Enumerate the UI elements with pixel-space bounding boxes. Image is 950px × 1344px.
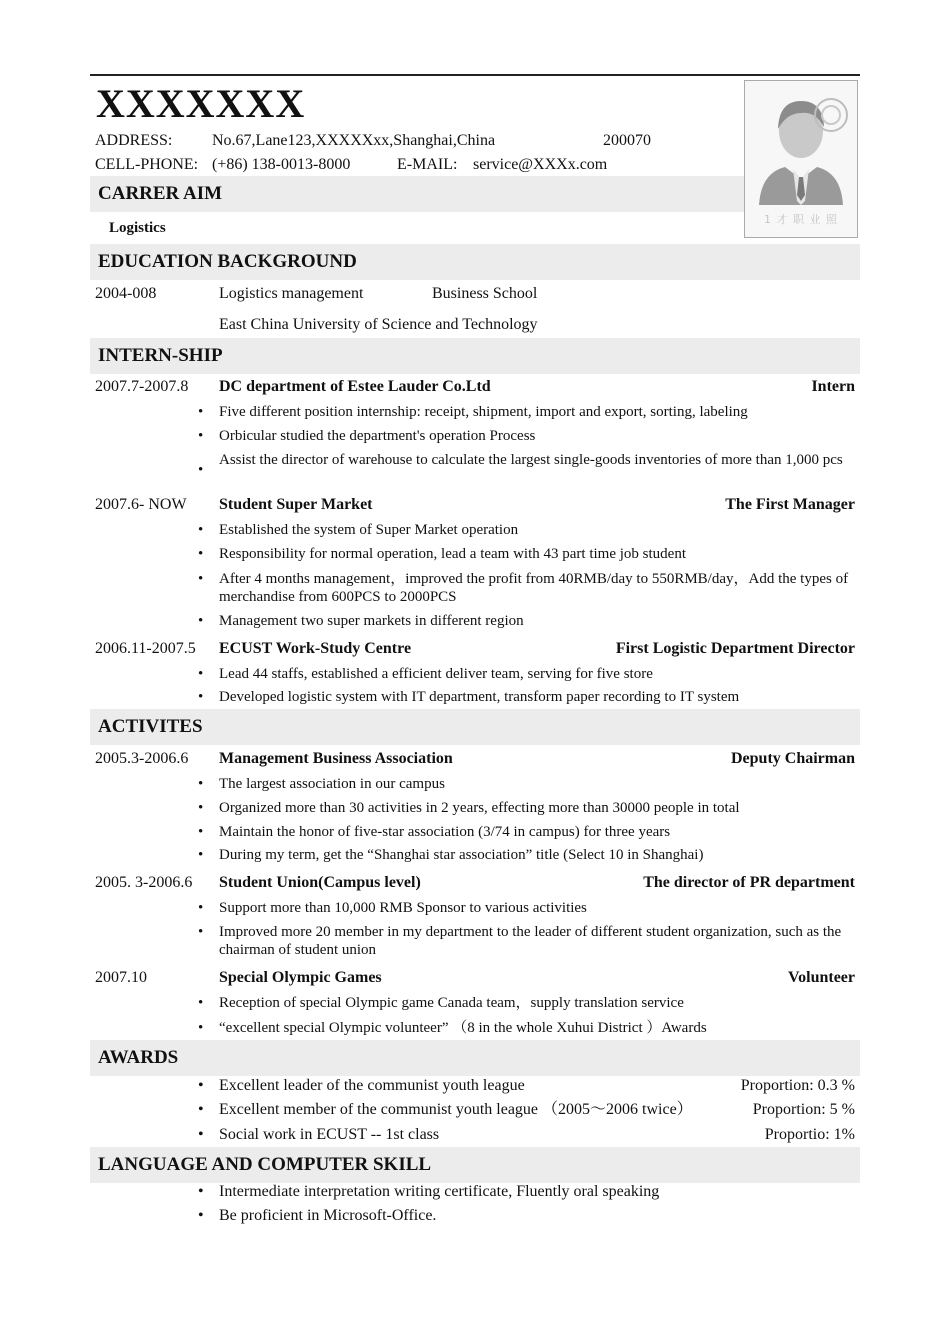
photo-watermark: 1 才 职 业 照	[764, 213, 838, 226]
bullet-text: Support more than 10,000 RMB Sponsor to various activities	[219, 900, 587, 916]
bullet-text: Reception of special Olympic game Canada team，supply translation service	[219, 995, 684, 1011]
section-education	[90, 244, 860, 280]
address-label: ADDRESS:	[95, 132, 173, 149]
entry-date: 2005.3-2006.6	[95, 750, 189, 767]
skill-text: Intermediate interpretation writing certificate, Fluently oral speaking	[219, 1183, 660, 1200]
career-heading: CARRER AIM	[98, 183, 223, 204]
education-major: Logistics management	[219, 285, 364, 302]
entry-title: Student Union(Campus level)	[219, 874, 421, 891]
bullet-text: Maintain the honor of five-star association (3/74 in campus) for three years	[219, 824, 671, 840]
entry-role: First Logistic Department Director	[615, 640, 855, 657]
bullet-text: Established the system of Super Market operation	[219, 522, 519, 538]
award-text: Social work in ECUST -- 1st class	[219, 1126, 440, 1143]
bullet-text: Responsibility for normal operation, lead a team with 43 part time job student	[219, 546, 686, 562]
internship-heading: INTERN-SHIP	[98, 345, 223, 366]
section-awards	[90, 1040, 860, 1076]
education-school: Business School	[432, 285, 538, 302]
education-university: East China University of Science and Technology	[219, 316, 538, 333]
section-skills	[90, 1147, 860, 1183]
bullet-text: The largest association in our campus	[219, 776, 445, 792]
entry-date: 2006.11-2007.5	[95, 640, 196, 657]
section-career-aim	[90, 176, 744, 212]
skills-heading: LANGUAGE AND COMPUTER SKILL	[98, 1154, 432, 1175]
bullet-text: Improved more 20 member in my department to the leader of different student organization, such as the chairman of student union	[219, 924, 842, 958]
bullet-text: Orbicular studied the department's operation Process	[219, 428, 536, 444]
entry-date: 2007.6- NOW	[95, 496, 187, 513]
phone-label: CELL-PHONE:	[95, 156, 199, 173]
postcode-value: 200070	[603, 132, 651, 149]
entry-title: Special Olympic Games	[219, 969, 382, 986]
section-internship	[90, 338, 860, 374]
entry-title: ECUST Work-Study Centre	[219, 640, 412, 657]
award-proportion: Proportion: 0.3 %	[740, 1077, 855, 1094]
career-aim-value: Logistics	[109, 220, 166, 236]
bullet-text: “excellent special Olympic volunteer” （8 in the whole Xuhui District ）Awards	[219, 1020, 707, 1036]
award-proportion: Proportio: 1%	[764, 1126, 855, 1143]
profile-photo	[744, 80, 858, 238]
entry-date: 2007.10	[95, 969, 147, 986]
entry-date: 2005. 3-2006.6	[95, 874, 193, 891]
entry-date: 2007.7-2007.8	[95, 378, 189, 395]
entry-role: The First Manager	[725, 496, 855, 513]
education-period: 2004-008	[95, 285, 157, 302]
award-proportion: Proportion: 5 %	[752, 1101, 855, 1118]
bullet-text: After 4 months management，improved the profit from 40RMB/day to 550RMB/day，Add the types of merchandise from 600PCS to 2000PCS	[219, 571, 849, 605]
award-text: Excellent leader of the communist youth league	[219, 1077, 525, 1094]
bullet-text: During my term, get the “Shanghai star association” title (Select 10 in Shanghai)	[219, 847, 704, 863]
entry-role: The director of PR department	[643, 874, 855, 891]
entry-title: Student Super Market	[219, 496, 373, 513]
email-label: E-MAIL:	[397, 156, 458, 173]
awards-heading: AWARDS	[98, 1047, 179, 1068]
entry-title: DC department of Estee Lauder Co.Ltd	[219, 378, 491, 395]
phone-value: (+86) 138-0013-8000	[212, 156, 351, 173]
education-heading: EDUCATION BACKGROUND	[98, 251, 357, 272]
bullet-text: Lead 44 staffs, established a efficient deliver team, serving for five store	[219, 666, 653, 682]
candidate-name: XXXXXXX	[96, 81, 306, 126]
entry-role: Intern	[811, 378, 855, 395]
skill-text: Be proficient in Microsoft-Office.	[219, 1207, 437, 1224]
entry-title: Management Business Association	[219, 750, 453, 767]
award-text: Excellent member of the communist youth league （2005～2006 twice）	[219, 1101, 693, 1118]
bullet-text: Developed logistic system with IT department, transform paper recording to IT system	[219, 689, 740, 705]
bullet-text: Five different position internship: receipt, shipment, import and export, sorting, labeling	[219, 404, 748, 420]
activities-heading: ACTIVITES	[98, 716, 203, 737]
email-value: service@XXXx.com	[473, 156, 608, 173]
address-value: No.67,Lane123,XXXXXxx,Shanghai,China	[212, 132, 496, 149]
entry-role: Volunteer	[788, 969, 855, 986]
bullet-text: Organized more than 30 activities in 2 years, effecting more than 30000 people in total	[219, 800, 740, 816]
bullet-text: Management two super markets in different region	[219, 613, 524, 629]
bullet-text: Assist the director of warehouse to calculate the largest single-goods inventories of more than 1,000 pcs	[219, 452, 843, 468]
top-rule	[90, 74, 860, 76]
entry-role: Deputy Chairman	[730, 750, 855, 767]
section-activities	[90, 709, 860, 745]
